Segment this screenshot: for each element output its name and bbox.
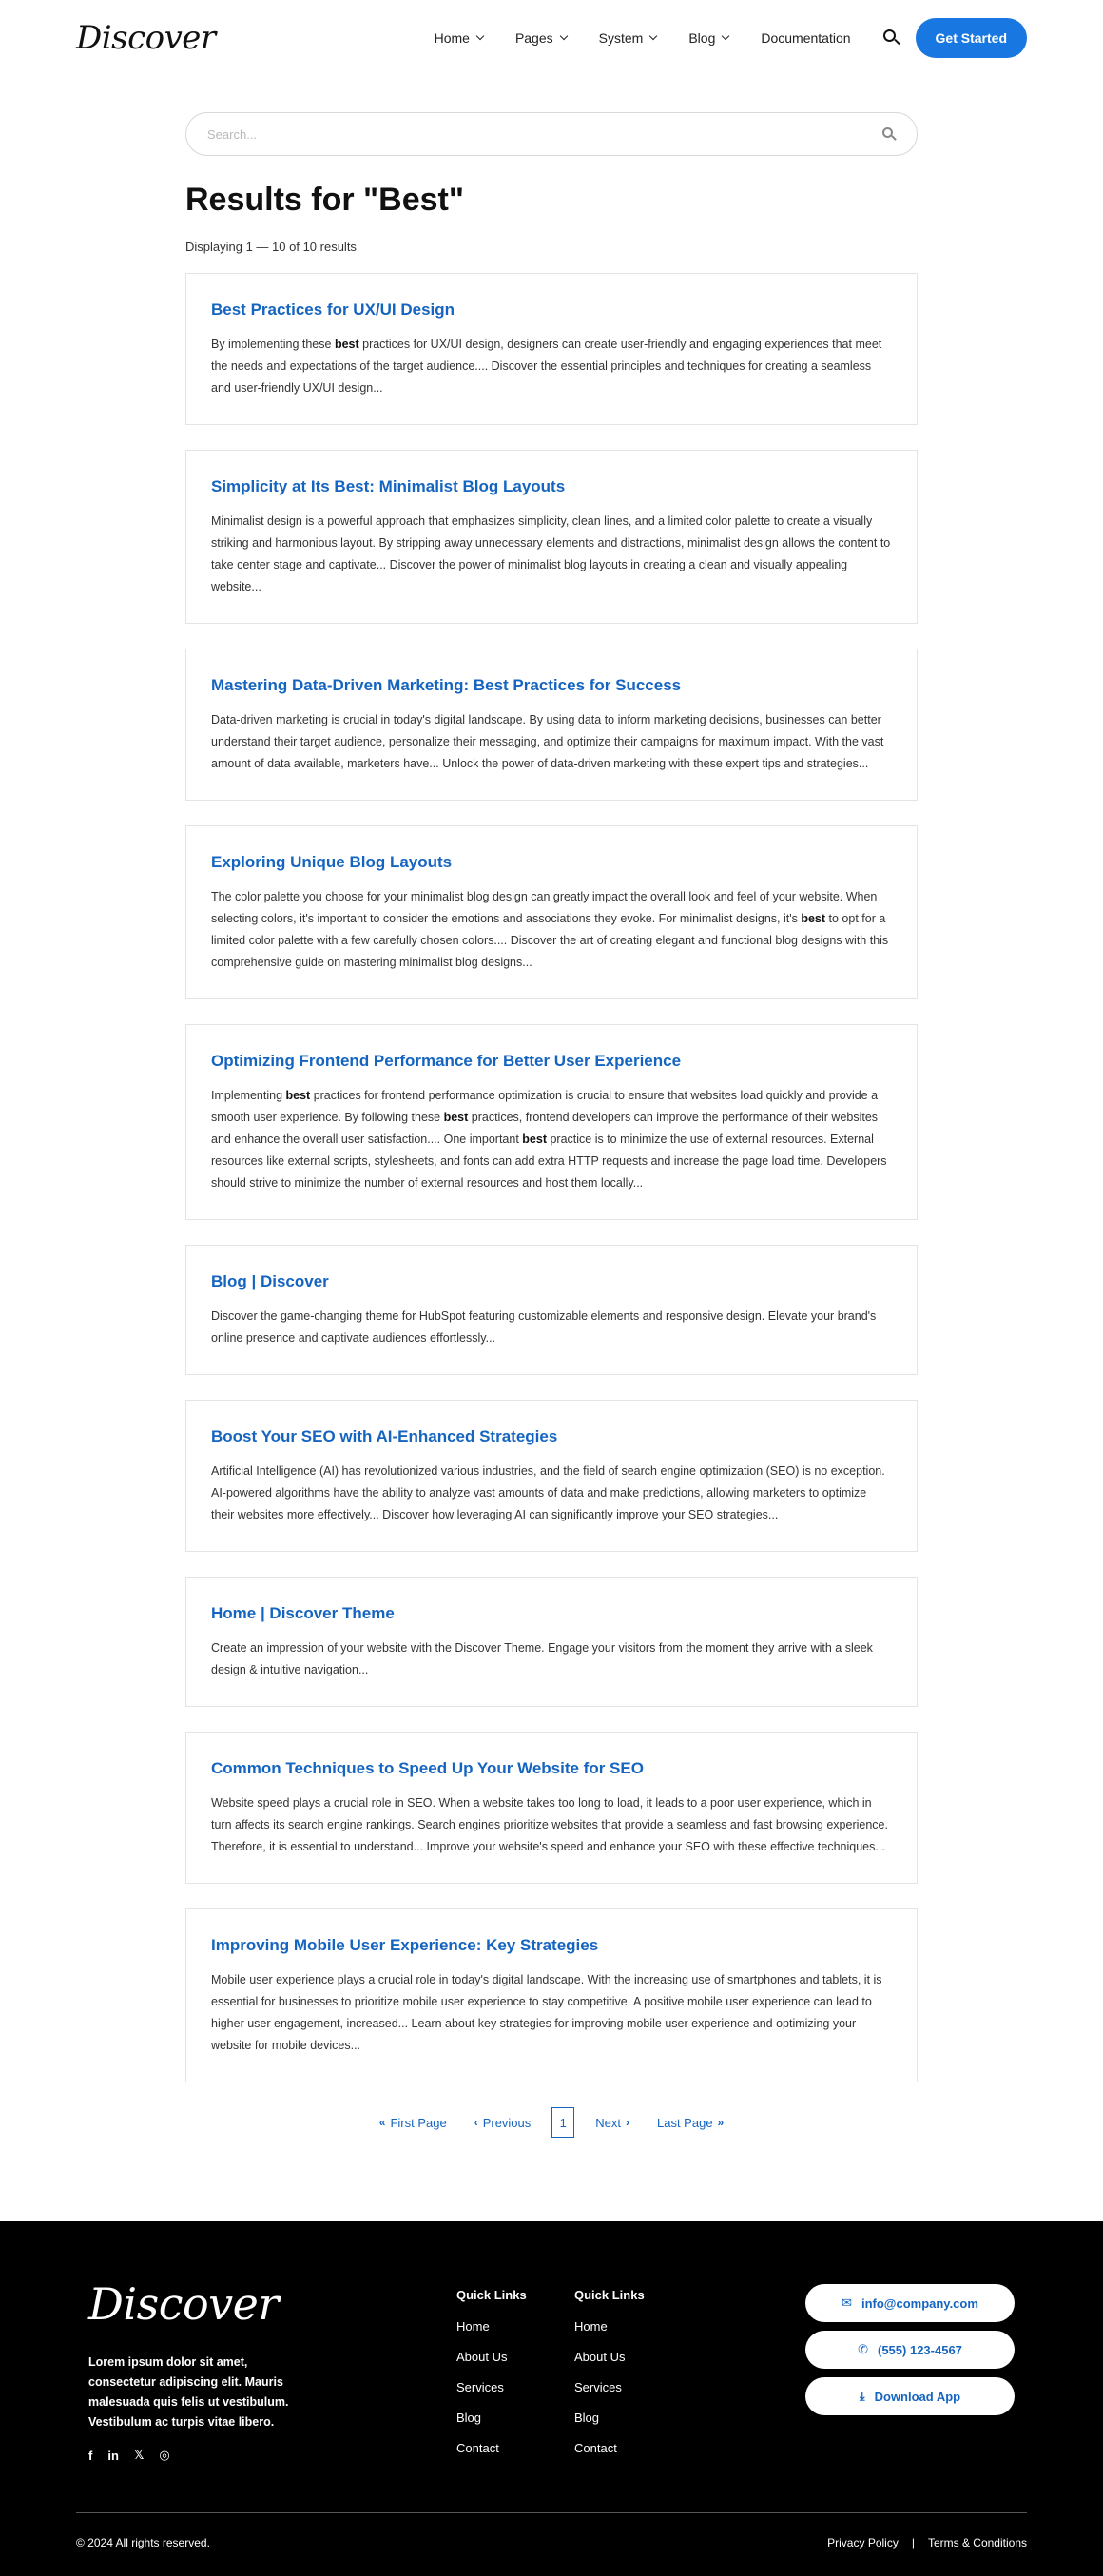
snippet-text: to opt for a limited color palette with a few carefully chosen colors.... Discover the art of creating elegant and functional blog designs with this comprehensive guide on mastering minimalist blog designs... — [211, 912, 889, 969]
result-snippet — [211, 1792, 892, 1858]
result-card — [185, 649, 918, 801]
snippet-text: Mobile user experience plays a crucial role in today's digital landscape. With the increasing use of smartphones and tablets, it is essential for businesses to prioritize mobile user experience to stay competitive. A positive mobile user experience can lead to higher user engagement, increased... Learn about key strategies for improving mobile user experience and optimizing your website for mobile devices... — [211, 1973, 882, 2052]
nav-item-pages[interactable] — [515, 30, 567, 46]
footer-contact-pills — [805, 2284, 1015, 2424]
result-card — [185, 273, 918, 425]
chevron-down-icon — [649, 32, 657, 40]
result-title-link[interactable]: Best Practices for UX/UI Design — [211, 300, 455, 319]
next-page-link[interactable] — [595, 2116, 634, 2130]
snippet-text: Implementing — [211, 1089, 286, 1102]
nav-label: Documentation — [761, 30, 851, 46]
current-page[interactable]: 1 — [552, 2107, 574, 2138]
footer-quick-links-1 — [456, 2288, 527, 2471]
pagination-label: First Page — [390, 2115, 447, 2130]
instagram-icon[interactable]: ◎ — [159, 2448, 170, 2462]
footer-link-services[interactable]: Services — [456, 2380, 504, 2394]
footer-column-title: Quick Links — [456, 2288, 527, 2302]
site-header — [0, 0, 1103, 76]
site-footer — [0, 2221, 1103, 2576]
nav-label: Home — [434, 30, 470, 46]
pagination-label: Previous — [482, 2115, 532, 2130]
results-list — [185, 273, 918, 2082]
envelope-icon: ✉ — [842, 2295, 852, 2310]
snippet-text: practice is to minimize the use of external resources. External resources like external scripts, stylesheets, and fonts can add extra HTTP requests and increase the page load time. Developers should strive to minimize the number of external resources and host them locally... — [211, 1133, 887, 1190]
linkedin-icon[interactable]: in — [107, 2448, 119, 2463]
footer-brand — [88, 2278, 317, 2463]
snippet-text: Discover the game-changing theme for HubSpot featuring customizable elements and responsive design. Elevate your brand's online presence and captivate audiences effortlessly... — [211, 1309, 877, 1345]
snippet-text: Website speed plays a crucial role in SEO. When a website takes too long to load, it leads to a poor user experience, which in turn affects its search engine rankings. Search engines prioritize websites that provide a seamless and fast browsing experience. Therefore, it is essential to understand... Improve your website's speed and enhance your SEO with these effective techniques... — [211, 1796, 888, 1853]
result-title-link[interactable]: Boost Your SEO with AI-Enhanced Strategies — [211, 1427, 558, 1445]
search-results-main — [185, 112, 918, 2138]
first-page-link[interactable] — [375, 2116, 447, 2130]
result-snippet — [211, 1085, 892, 1194]
result-title-link[interactable]: Blog | Discover — [211, 1272, 329, 1290]
page-title: Results for "Best" — [185, 182, 464, 218]
nav-item-blog[interactable] — [688, 30, 728, 46]
snippet-text: By implementing these — [211, 338, 335, 351]
search-icon[interactable] — [882, 127, 896, 141]
footer-link-contact[interactable]: Contact — [574, 2441, 617, 2455]
footer-link-about[interactable]: About Us — [574, 2350, 626, 2364]
snippet-text: Minimalist design is a powerful approach that emphasizes simplicity, clean lines, and a limited color palette to create a visually striking and harmonious layout. By stripping away unnecessary elements and distractions, minimalist design allows the content to take center stage and captivate... Discover the power of minimalist blog layouts in creating a clean and visually appealing website... — [211, 514, 891, 593]
highlighted-term: best — [285, 1089, 311, 1102]
result-title-link[interactable]: Simplicity at Its Best: Minimalist Blog Layouts — [211, 477, 566, 495]
pagination-label: Next — [595, 2115, 621, 2130]
footer-link-blog[interactable]: Blog — [574, 2411, 600, 2425]
search-bar — [185, 112, 918, 156]
terms-link[interactable]: Terms & Conditions — [927, 2536, 1027, 2549]
result-card — [185, 1732, 918, 1884]
pill-label: Download App — [874, 2389, 961, 2404]
search-input[interactable] — [207, 127, 882, 142]
phone-icon: ✆ — [858, 2342, 868, 2356]
footer-link-home[interactable]: Home — [574, 2319, 608, 2334]
results-count: Displaying 1 — 10 of 10 results — [185, 240, 357, 254]
get-started-button[interactable]: Get Started — [916, 18, 1027, 58]
result-card — [185, 1908, 918, 2082]
highlighted-term: best — [522, 1133, 547, 1146]
snippet-text: Create an impression of your website with the Discover Theme. Engage your visitors from the moment they arrive with a sleek design & intuitive navigation... — [211, 1641, 873, 1676]
phone-button[interactable] — [805, 2331, 1015, 2369]
result-snippet — [211, 511, 892, 598]
highlighted-term: best — [334, 338, 359, 351]
footer-quick-links-2 — [574, 2288, 645, 2471]
chevron-down-icon — [722, 32, 729, 40]
result-snippet — [211, 709, 892, 775]
footer-divider — [76, 2512, 1027, 2513]
nav-label: System — [598, 30, 644, 46]
pagination — [185, 2107, 918, 2138]
download-icon: ⤓ — [859, 2389, 865, 2403]
nav-item-documentation[interactable] — [761, 30, 850, 46]
chevron-down-icon — [559, 32, 567, 40]
result-card — [185, 1024, 918, 1220]
result-title-link[interactable]: Mastering Data-Driven Marketing: Best Practices for Success — [211, 676, 682, 694]
footer-link-services[interactable]: Services — [574, 2380, 622, 2394]
result-snippet — [211, 1969, 892, 2057]
nav-item-home[interactable] — [435, 30, 483, 46]
copyright: © 2024 All rights reserved. — [76, 2536, 210, 2549]
x-icon[interactable]: 𝕏 — [133, 2448, 145, 2462]
social-links — [88, 2448, 317, 2463]
highlighted-term: best — [443, 1111, 469, 1124]
legal-separator: | — [911, 2536, 915, 2549]
snippet-text: practices, frontend developers can improve the performance of their websites and enhance the overall user satisfaction.... One important — [211, 1111, 879, 1146]
footer-description: Lorem ipsum dolor sit amet, consectetur adipiscing elit. Mauris malesuada quis felis ut vestibulum. Vestibulum ac turpis vitae libero. — [88, 2355, 289, 2429]
main-nav — [435, 18, 1027, 58]
previous-page-link[interactable] — [470, 2116, 532, 2130]
snippet-text: The color palette you choose for your minimalist blog design can greatly impact the overall look and feel of your website. When selecting colors, it's important to consider the emotions and associations they evoke. For minimalist designs, it's — [211, 890, 878, 925]
footer-logo[interactable]: Discover — [88, 2278, 279, 2330]
footer-link-blog[interactable]: Blog — [456, 2411, 482, 2425]
result-snippet — [211, 886, 892, 974]
result-snippet — [211, 1637, 892, 1681]
email-button[interactable] — [805, 2284, 1015, 2322]
result-title-link[interactable]: Improving Mobile User Experience: Key Strategies — [211, 1936, 599, 1954]
pill-label: (555) 123-4567 — [878, 2342, 962, 2357]
last-page-link[interactable] — [657, 2116, 728, 2130]
chevron-right-icon: › — [626, 2116, 629, 2129]
result-snippet — [211, 1461, 892, 1526]
legal-links — [827, 2536, 1027, 2549]
nav-label: Blog — [688, 30, 716, 46]
result-card — [185, 1400, 918, 1552]
result-title-link[interactable]: Exploring Unique Blog Layouts — [211, 853, 453, 871]
privacy-policy-link[interactable]: Privacy Policy — [827, 2536, 899, 2549]
footer-link-contact[interactable]: Contact — [456, 2441, 499, 2455]
facebook-icon[interactable]: f — [88, 2448, 93, 2463]
footer-top — [76, 2278, 1027, 2486]
result-card — [185, 825, 918, 999]
footer-bottom — [76, 2536, 1027, 2549]
footer-link-about[interactable]: About Us — [456, 2350, 508, 2364]
result-title-link[interactable]: Home | Discover Theme — [211, 1604, 395, 1622]
nav-item-system[interactable] — [599, 30, 657, 46]
result-snippet — [211, 1306, 892, 1349]
pill-label: info@company.com — [861, 2295, 978, 2311]
snippet-text: practices for UX/UI design, designers can create user-friendly and engaging experiences that meet the needs and expectations of the target audience.... Discover the essential principles and techniques for creating a seamless and user-friendly UX/UI design... — [211, 338, 882, 395]
site-logo[interactable]: Discover — [76, 19, 216, 57]
nav-label: Pages — [514, 30, 553, 46]
chevron-left-icon: ‹ — [474, 2116, 478, 2129]
footer-column-title: Quick Links — [574, 2288, 645, 2302]
snippet-text: Data-driven marketing is crucial in today's digital landscape. By using data to inform marketing decisions, businesses can better understand their target audience, personalize their messaging, and optimize their campaigns for maximum impact. With the vast amount of data available, marketers have... Unlock the power of data-driven marketing with these expert tips and strategies... — [211, 713, 884, 770]
result-card — [185, 1245, 918, 1375]
highlighted-term: best — [801, 912, 826, 925]
result-title-link[interactable]: Common Techniques to Speed Up Your Website for SEO — [211, 1759, 644, 1777]
double-chevron-right-icon: » — [717, 2116, 725, 2129]
chevron-down-icon — [476, 32, 484, 40]
result-card — [185, 450, 918, 624]
result-snippet — [211, 334, 892, 399]
download-app-button[interactable] — [805, 2377, 1015, 2415]
footer-link-home[interactable]: Home — [456, 2319, 490, 2334]
pagination-label: Last Page — [657, 2115, 713, 2130]
result-card — [185, 1577, 918, 1707]
snippet-text: Artificial Intelligence (AI) has revolutionized various industries, and the field of search engine optimization (SEO) is no exception. AI-powered algorithms have the ability to analyze vast amounts of data and make predictions, allowing marketers to optimize their websites more effectively... Discover how leveraging AI can significantly improve your SEO strategies... — [211, 1464, 885, 1521]
search-icon[interactable] — [883, 29, 900, 47]
snippet-text: practices for frontend performance optimization is crucial to ensure that websites load quickly and provide a smooth user experience. By following these — [211, 1089, 879, 1124]
double-chevron-left-icon: « — [378, 2116, 386, 2129]
result-title-link[interactable]: Optimizing Frontend Performance for Better User Experience — [211, 1052, 682, 1070]
